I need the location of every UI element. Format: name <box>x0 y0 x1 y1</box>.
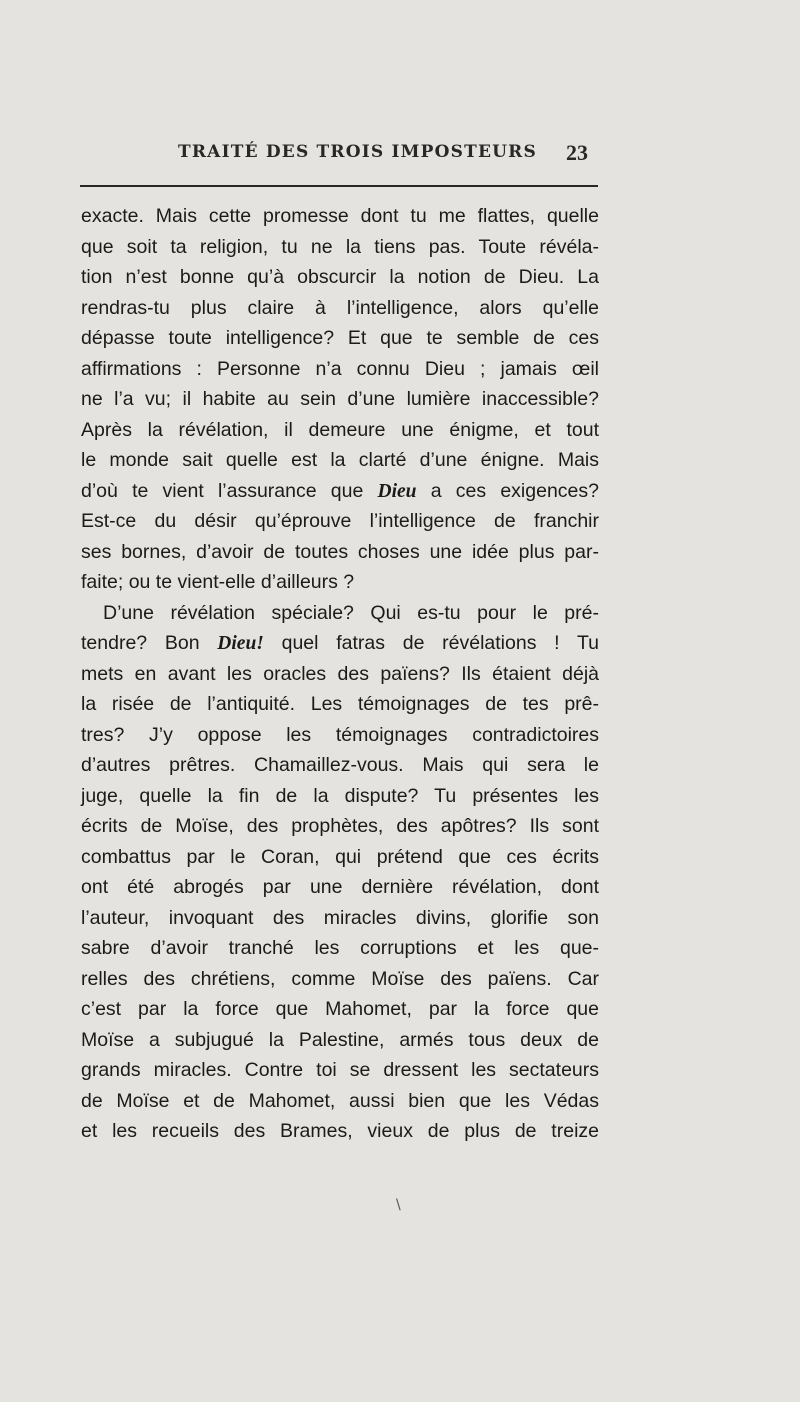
text-line: ne l’a vu; il habite au sein d’une lumière inaccessible? <box>81 388 599 410</box>
text-segment: a ces exigences? <box>416 479 599 502</box>
text-line: dépasse toute intelligence? Et que te semble de ces <box>81 327 599 349</box>
text-line: D’une révélation spéciale? Qui es-tu pour le pré- <box>103 601 599 624</box>
text-line: juge, quelle la fin de la dispute? Tu présentes les <box>81 784 599 807</box>
text-line: d’autres prêtres. Chamaillez-vous. Mais qui sera le <box>81 754 599 776</box>
text-line: l’auteur, invoquant des miracles divins, glorifie son <box>81 906 599 929</box>
text-line: mets en avant les oracles des païens? Ils étaient déjà <box>81 662 599 685</box>
text-line <box>81 628 599 659</box>
text-line: la risée de l’antiquité. Les témoignages de tes prê- <box>81 693 599 715</box>
text-line: de Moïse et de Mahomet, aussi bien que les Védas <box>81 1089 599 1112</box>
text-line: écrits de Moïse, des prophètes, des apôtres? Ils sont <box>81 815 599 837</box>
text-line: grands miracles. Contre toi se dressent les sectateurs <box>81 1059 599 1081</box>
running-title: TRAITÉ DES TROIS IMPOSTEURS <box>178 142 537 162</box>
text-line: tres? J’y oppose les témoignages contradictoires <box>81 723 599 746</box>
text-line: que soit ta religion, tu ne la tiens pas. Toute révéla- <box>81 235 599 258</box>
text-line: ses bornes, d’avoir de toutes choses une idée plus par- <box>81 540 599 563</box>
italic-word: Dieu <box>377 480 417 502</box>
text-line: tion n’est bonne qu’à obscurcir la notion de Dieu. La <box>81 266 599 288</box>
running-head <box>0 142 800 172</box>
text-line: affirmations : Personne n’a connu Dieu ; jamais œil <box>81 357 599 380</box>
text-line: Moïse a subjugué la Palestine, armés tous deux de <box>81 1028 599 1051</box>
text-segment: d’où te vient l’assurance que <box>81 479 378 502</box>
text-line: Après la révélation, il demeure une énigme, et tout <box>81 418 599 441</box>
text-segment: quel fatras de révélations ! Tu <box>263 632 599 654</box>
text-line <box>81 476 599 507</box>
text-line: Est-ce du désir qu’éprouve l’intelligence de franchir <box>81 510 599 532</box>
text-line: et les recueils des Brames, vieux de plus de treize <box>81 1120 599 1142</box>
text-line: faite; ou te vient-elle d’ailleurs ? <box>81 571 355 593</box>
text-line: exacte. Mais cette promesse dont tu me flattes, quelle <box>81 205 599 227</box>
header-rule <box>80 185 598 187</box>
text-line: le monde sait quelle est la clarté d’une énigne. Mais <box>81 449 599 471</box>
text-line: c’est par la force que Mahomet, par la force que <box>81 998 599 1020</box>
page-number: 23 <box>566 140 588 165</box>
printer-mark: \ <box>396 1197 401 1213</box>
text-line: relles des chrétiens, comme Moïse des païens. Car <box>81 967 599 990</box>
text-segment: tendre? Bon <box>81 632 218 654</box>
body-text <box>81 201 599 1147</box>
text-line: rendras-tu plus claire à l’intelligence, alors qu’elle <box>81 296 599 319</box>
text-line: combattus par le Coran, qui prétend que ces écrits <box>81 845 599 868</box>
text-line: sabre d’avoir tranché les corruptions et les que- <box>81 937 599 959</box>
italic-word: Dieu! <box>217 633 264 654</box>
text-line: ont été abrogés par une dernière révélation, dont <box>81 876 599 898</box>
